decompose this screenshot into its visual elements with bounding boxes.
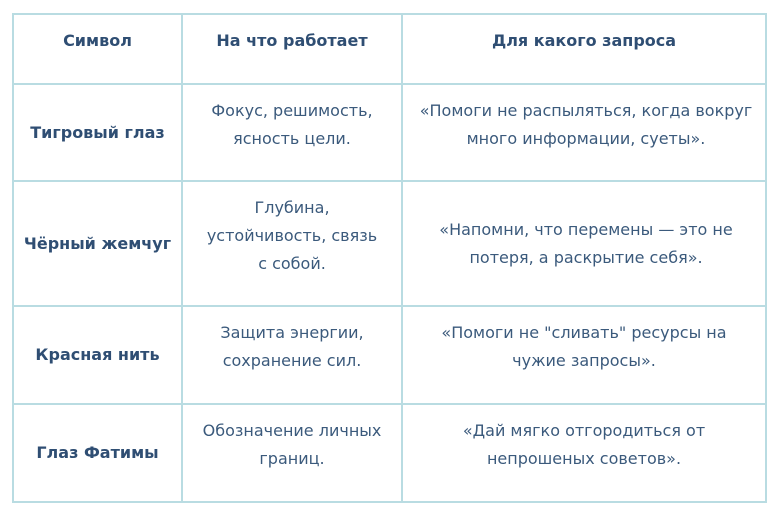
symbol-cell: Тигровый глаз [13,84,182,181]
symbols-table [12,13,767,503]
symbol-cell: Чёрный жемчуг [13,181,182,306]
table-row [13,181,766,306]
request-cell: «Дай мягко отгородиться от непрошеных советов». [402,404,766,502]
request-cell: «Помоги не "сливать" ресурсы на чужие запросы». [402,306,766,404]
request-cell: «Помоги не распыляться, когда вокруг много информации, суеты». [402,84,766,181]
works-for-cell: Защита энергии, сохранение сил. [182,306,402,404]
works-for-cell: Обозначение личных границ. [182,404,402,502]
symbol-cell: Красная нить [13,306,182,404]
header-symbol: Символ [13,14,182,84]
request-cell: «Напомни, что перемены — это не потеря, а раскрытие себя». [402,181,766,306]
symbol-cell: Глаз Фатимы [13,404,182,502]
header-works-for: На что работает [182,14,402,84]
works-for-cell: Фокус, решимость, ясность цели. [182,84,402,181]
works-for-cell: Глубина, устойчивость, связь с собой. [182,181,402,306]
table-row [13,84,766,181]
table-row [13,306,766,404]
header-request: Для какого запроса [402,14,766,84]
table-row [13,404,766,502]
table-header-row [13,14,766,84]
